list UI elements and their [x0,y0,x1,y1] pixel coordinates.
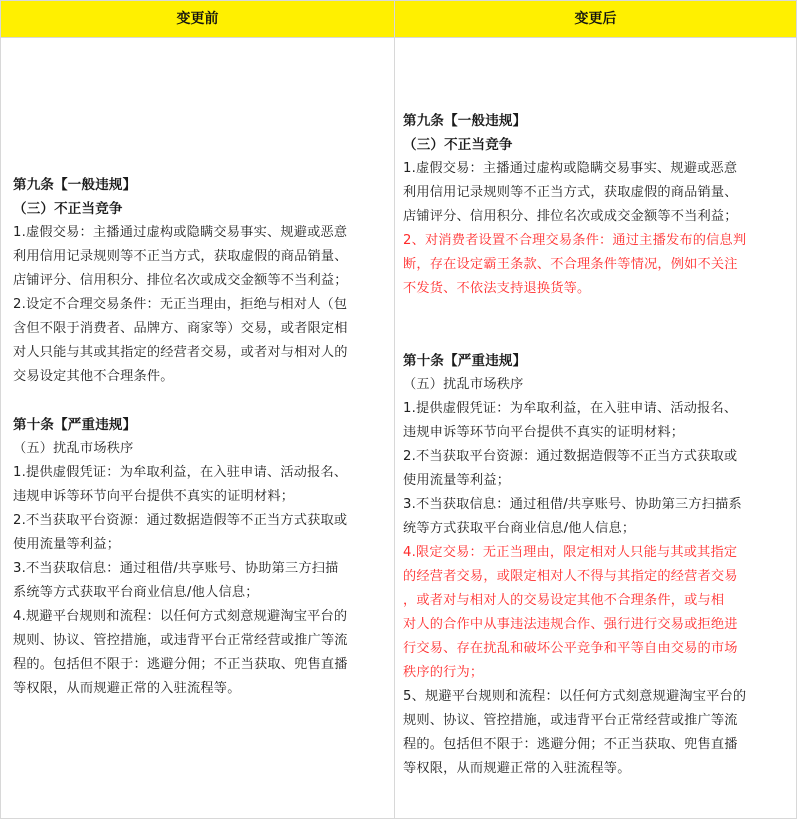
article-10-item-2: 2.不当获取平台资源：通过数据造假等不正当方式获取或 使用流量等利益； [403,449,738,488]
article-10-item-5: 5、规避平台规则和流程：以任何方式刻意规避淘宝平台的 规则、协议、管控措施，或违背平台正常经营或推广等流 程的。包括但不限于：逃避分佣；不正当获取、兜售直播 等权限，从而规避正常的入驻流程等。 [403,689,747,776]
article-9-item-2-changed: 2、对消费者设置不合理交易条件：通过主播发布的信息判 断，存在设定霸王条款、不合理条件等情况，例如不关注 不发货、不依法支持退换货等。 [403,233,747,296]
article-9-title: 第九条【一般违规】 [13,177,137,193]
article-10-item-3: 3.不当获取信息：通过租借/共享账号、协助第三方扫描系 统等方式获取平台商业信息/他人信息； [403,497,742,536]
before-column [13,173,387,701]
article-10-item-4-changed: 4.限定交易：无正当理由，限定相对人只能与其或其指定 的经营者交易，或限定相对人不得与其指定的经营者交易 ，或者对与相对人的交易设定其他不合理条件，或与相 对人的合作中从事违法违规合作、强行进行交易或拒绝进 行交易、存在扰乱和破坏公平竞争和平等自由交易的市场 秩序的行为； [403,545,738,680]
article-10-item-2: 2.不当获取平台资源：通过数据造假等不正当方式获取或 使用流量等利益； [13,513,348,552]
column-divider [394,1,395,818]
article-10-item-1: 1.提供虚假凭证：为牟取利益，在入驻申请、活动报名、 违规申诉等环节向平台提供不真实的证明材料； [403,401,738,440]
article-10-title: 第十条【严重违规】 [403,353,527,369]
after-column [403,109,787,781]
article-10-subtitle: （五）扰乱市场秩序 [403,377,524,392]
article-9-title: 第九条【一般违规】 [403,113,527,129]
article-9-item-2: 2.设定不合理交易条件：无正当理由，拒绝与相对人（包 含但不限于消费者、品牌方、商家等）交易，或者限定相 对人只能与其或其指定的经营者交易，或者对与相对人的 交易设定其他不合理条件。 [13,297,348,384]
article-10-item-1: 1.提供虚假凭证：为牟取利益，在入驻申请、活动报名、 违规申诉等环节向平台提供不真实的证明材料； [13,465,348,504]
table-header [1,1,796,38]
article-10-item-3: 3.不当获取信息：通过租借/共享账号、协助第三方扫描 系统等方式获取平台商业信息/他人信息； [13,561,339,600]
article-9-subtitle: （三）不正当竞争 [13,201,123,217]
article-9-subtitle: （三）不正当竞争 [403,137,513,153]
article-10-title: 第十条【严重违规】 [13,417,137,433]
spacer [13,389,387,413]
article-10-subtitle: （五）扰乱市场秩序 [13,441,134,456]
spacer [403,301,787,349]
header-before: 变更前 [176,11,219,27]
header-after: 变更后 [574,11,617,27]
article-9-item-1: 1.虚假交易：主播通过虚构或隐瞒交易事实、规避或恶意 利用信用记录规则等不正当方式，获取虚假的商品销量、 店铺评分、信用积分、排位名次或成交金额等不当利益； [13,225,348,288]
article-10-item-4: 4.规避平台规则和流程：以任何方式刻意规避淘宝平台的 规则、协议、管控措施，或违背平台正常经营或推广等流 程的。包括但不限于：逃避分佣；不正当获取、兜售直播 等权限，从而规避正常的入驻流程等。 [13,609,348,696]
article-9-item-1: 1.虚假交易：主播通过虚构或隐瞒交易事实、规避或恶意 利用信用记录规则等不正当方式，获取虚假的商品销量、 店铺评分、信用积分、排位名次或成交金额等不当利益； [403,161,738,224]
